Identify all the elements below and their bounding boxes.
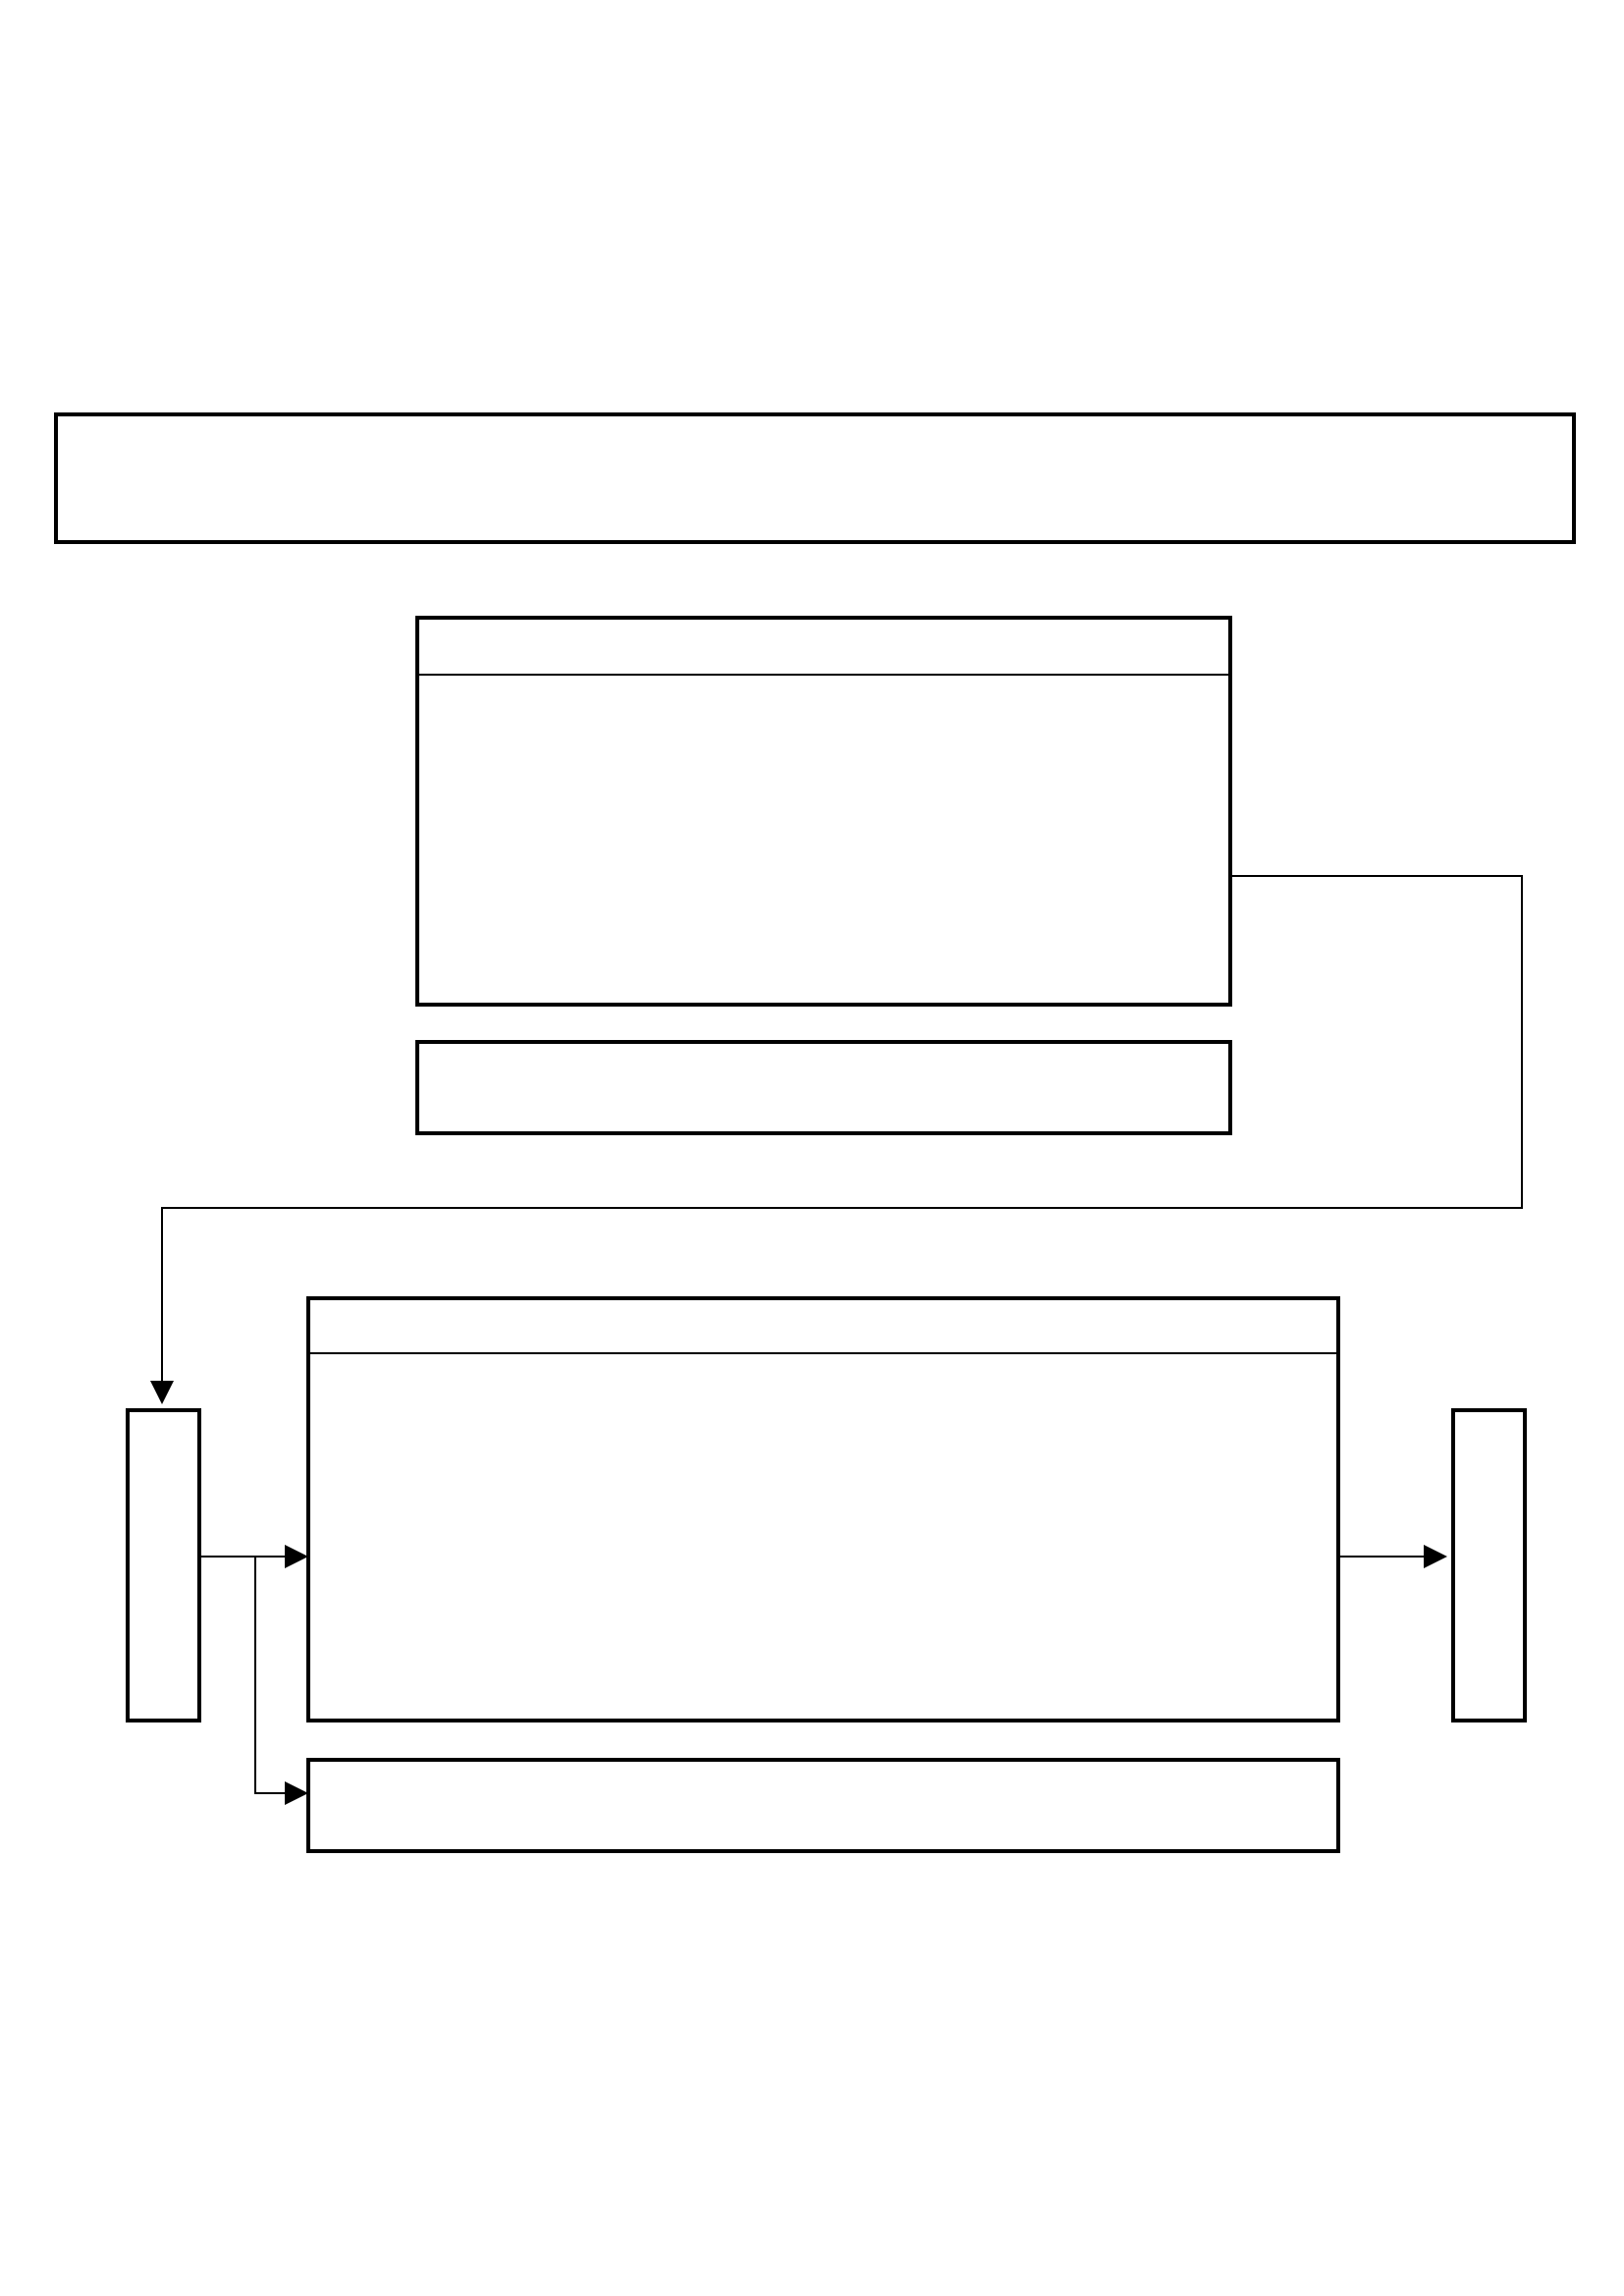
prior-lecture-to-stage2-lecture-line	[255, 1557, 306, 1793]
stage1-note	[415, 1040, 1232, 1135]
stage2-lecture-box	[306, 1758, 1340, 1853]
prior-lecture-box	[126, 1408, 201, 1722]
stage2-table	[306, 1296, 1340, 1722]
stage1-header	[417, 618, 1230, 675]
stage1-table	[415, 616, 1232, 1007]
certificate-box	[1451, 1408, 1527, 1722]
stage2-header	[308, 1298, 1338, 1353]
